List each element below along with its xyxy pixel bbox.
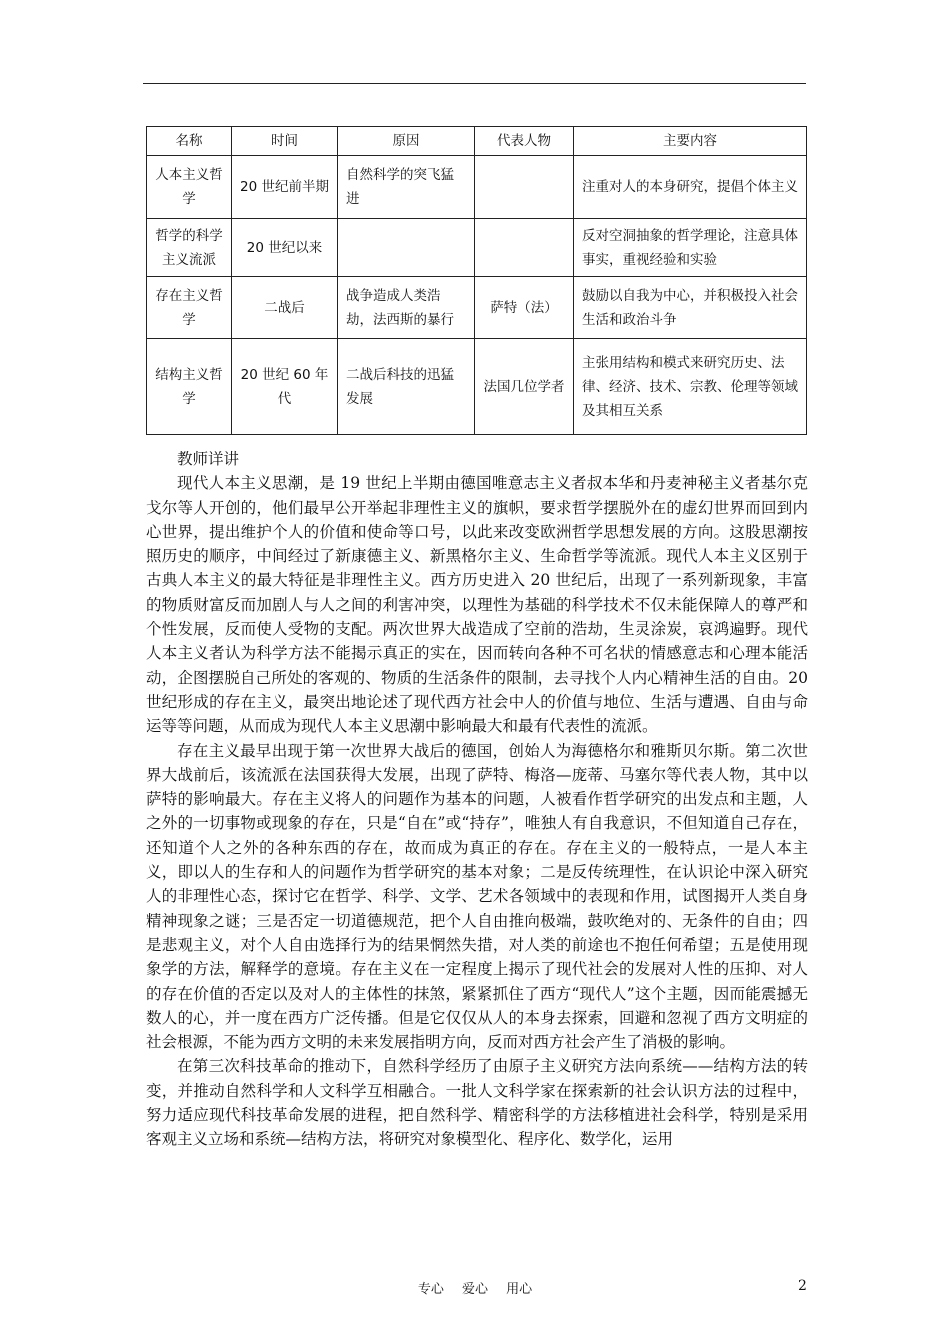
- cell-name: 人本主义哲学: [147, 156, 232, 219]
- cell-main-content: 主张用结构和模式来研究历史、法律、经济、技术、宗教、伦理等领域及其相互关系: [574, 339, 807, 435]
- cell-representative: [475, 219, 574, 277]
- footer-motto: 专心 爱心 用心: [417, 1282, 533, 1297]
- table-header-row: [147, 127, 807, 156]
- cell-representative: [475, 156, 574, 219]
- article-body: [146, 447, 808, 1152]
- paragraph: 存在主义最早出现于第一次世界大战后的德国，创始人为海德格尔和雅斯贝尔斯。第二次世界大战前后，该流派在法国获得大发展，出现了萨特、梅洛—庞蒂、马塞尔等代表人物，其中以萨特的影响最大。存在主义将人的问题作为基本的问题，人被看作哲学研究的出发点和主题，人之外的一切事物或现象的存在，只是“自在”或“持存”，唯独人有自我意识，不但知道自己存在，还知道个人之外的各种东西的存在，故而成为真正的存在。存在主义的一般特点，一是人本主义，即以人的生存和人的问题作为哲学研究的基本对象；二是反传统理性，在认识论中深入研究人的非理性心态，探讨它在哲学、科学、文学、艺术各领域中的表现和作用，试图揭开人类自身精神现象之谜；三是否定一切道德规范，把个人自由推向极端，鼓吹绝对的、无条件的自由；四是悲观主义，对个人自由选择行为的结果惘然失措，对人类的前途也不抱任何希望；五是使用现象学的方法，解释学的意境。存在主义在一定程度上揭示了现代社会的发展对人性的压抑、对人的存在价值的否定以及对人的主体性的抹煞，紧紧抓住了西方“现代人”这个主题，因而能震撼无数人的心，并一度在西方广泛传播。但是它仅仅从人的本身去探索，回避和忽视了西方文明症的社会根源，不能为西方文明的未来发展指明方向，反而对西方社会产生了消极的影响。: [146, 741, 808, 1052]
- header-main-content: 主要内容: [574, 127, 807, 156]
- cell-time: 20 世纪以来: [232, 219, 338, 277]
- table-row: [147, 219, 807, 277]
- paragraph: 在第三次科技革命的推动下，自然科学经历了由原子主义研究方法向系统——结构方法的转变，并推动自然科学和人文科学互相融合。一批人文科学家在探索新的社会认识方法的过程中，努力适应现代科技革命发展的进程，把自然科学、精密科学的方法移植进社会科学，特别是采用客观主义立场和系统—结构方法，将研究对象模型化、程序化、数学化，运用: [146, 1057, 808, 1149]
- cell-representative: 法国几位学者: [475, 339, 574, 435]
- table-row: [147, 156, 807, 219]
- cell-time: 二战后: [232, 277, 338, 339]
- header-representative: 代表人物: [475, 127, 574, 156]
- section-label: 教师详讲: [177, 450, 240, 468]
- table-row: [147, 277, 807, 339]
- cell-cause: 二战后科技的迅猛发展: [338, 339, 475, 435]
- cell-name: 存在主义哲学: [147, 277, 232, 339]
- paragraph: 现代人本主义思潮，是 19 世纪上半期由德国唯意志主义者叔本华和丹麦神秘主义者基尔克戈尔等人开创的，他们最早公开举起非理性主义的旗帜，要求哲学摆脱外在的虚幻世界而回到内心世界，提出维护个人的价值和使命等口号，以此来改变欧洲哲学思想发展的方向。这股思潮按照历史的顺序，中间经过了新康德主义、新黑格尔主义、生命哲学等流派。现代人本主义区别于古典人本主义的最大特征是非理性主义。西方历史进入 20 世纪后，出现了一系列新现象，丰富的物质财富反而加剧人与人之间的利害冲突，以理性为基础的科学技术不仅未能保障人的尊严和个性发展，反而使人受物的支配。两次世界大战造成了空前的浩劫，生灵涂炭，哀鸿遍野。现代人本主义者认为科学方法不能揭示真正的实在，因而转向各种不可名状的情感意志和心理本能活动，企图摆脱自己所处的客观的、物质的生活条件的限制，去寻找个人内心精神生活的自由。20 世纪形成的存在主义，最突出地论述了现代西方社会中人的价值与地位、生活与遭遇、自由与命运等等问题，从而成为现代人本主义思潮中影响最大和最有代表性的流派。: [146, 474, 808, 736]
- cell-representative: 萨特（法）: [475, 277, 574, 339]
- page-number: 2: [798, 1278, 807, 1294]
- cell-time: 20 世纪前半期: [232, 156, 338, 219]
- table-row: [147, 339, 807, 435]
- cell-cause: 战争造成人类浩劫，法西斯的暴行: [338, 277, 475, 339]
- philosophy-summary-table: [146, 126, 807, 435]
- cell-cause: [338, 219, 475, 277]
- cell-name: 结构主义哲学: [147, 339, 232, 435]
- cell-cause: 自然科学的突飞猛进: [338, 156, 475, 219]
- header-cause: 原因: [338, 127, 475, 156]
- cell-time: 20 世纪 60 年代: [232, 339, 338, 435]
- header-rule: [143, 83, 806, 84]
- cell-main-content: 鼓励以自我为中心，并积极投入社会生活和政治斗争: [574, 277, 807, 339]
- header-time: 时间: [232, 127, 338, 156]
- cell-main-content: 反对空洞抽象的哲学理论，注意具体事实，重视经验和实验: [574, 219, 807, 277]
- cell-main-content: 注重对人的本身研究，提倡个体主义: [574, 156, 807, 219]
- cell-name: 哲学的科学主义流派: [147, 219, 232, 277]
- header-name: 名称: [147, 127, 232, 156]
